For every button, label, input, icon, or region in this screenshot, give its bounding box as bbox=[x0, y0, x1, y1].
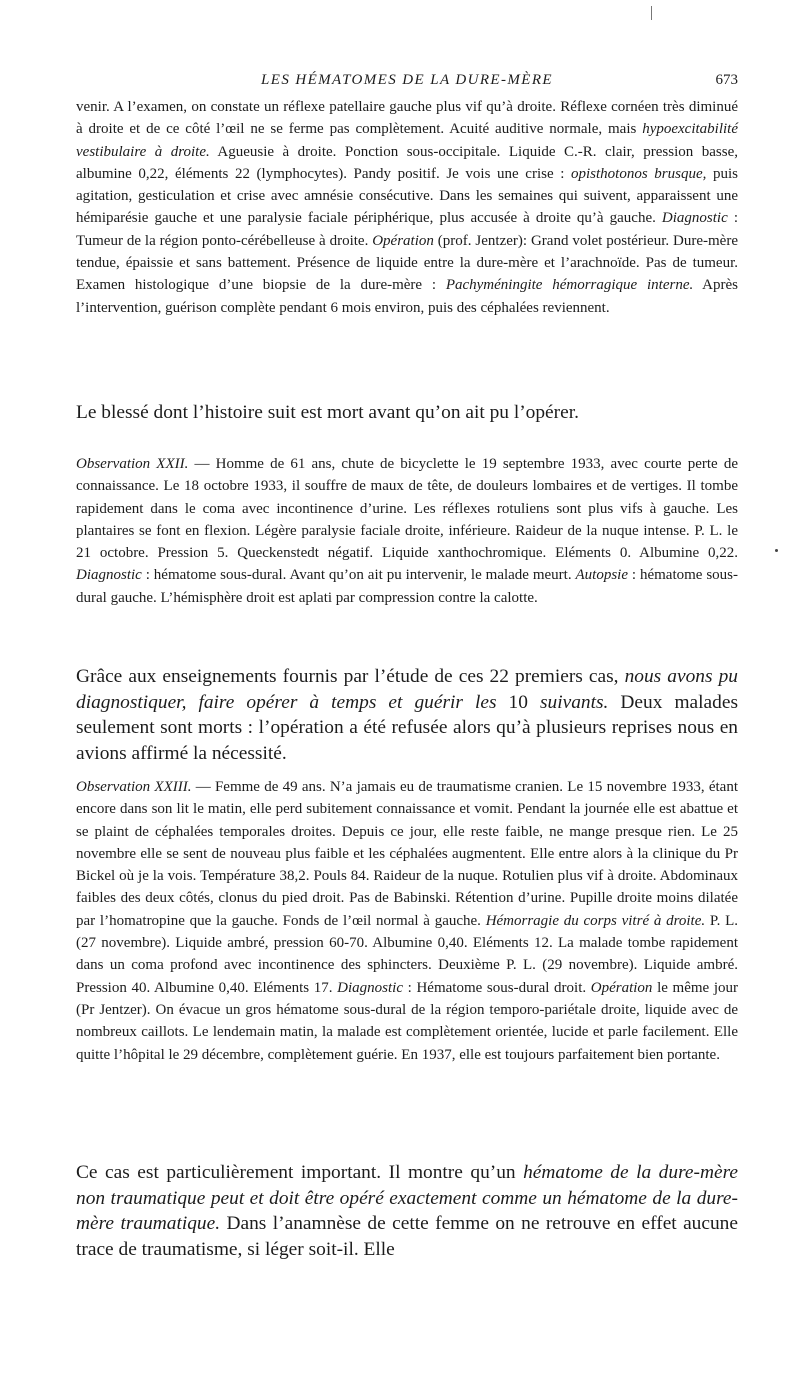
paragraph-intro-xxii: Le blessé dont l’histoire suit est mort avant qu’on ait pu l’opérer. bbox=[76, 402, 579, 423]
observation-xxiii: Observation XXIII. — Femme de 49 ans. N’a jamais eu de traumatisme cranien. Le 15 novembre 1933, étant encore dans son lit le matin, elle perd subitement connaissance et vomit. Pendant la journée elle est abattue et se plaint de céphalées temporales droites. Depuis ce jour, elle reste faible, ne mange presque rien. Le 25 novembre elle se sent de nouveau plus faible et les céphalées augmentent. Elle entre alors à la clinique du Pr Bickel où je la vois. Température 38,2. Pouls 84. Raideur de la nuque. Rotulien plus vif à droite. Abdominaux faibles des deux côtés, clonus du pied droit. Pas de Babinski. Rétention d’urine. Pupille droite moins dilatée par l’homatropine que la gauche. Fonds de l’œil normal à gauche. Hémorragie du corps vitré à droite. P. L. (27 novembre). Liquide ambré, pression 60-70. Albumine 0,40. Eléments 12. La malade tombe rapidement dans un coma profond avec incontinence des sphincters. Deuxième P. L. (29 novembre). Liquide ambré. Pression 40. Albumine 0,40. Eléments 17. Diagnostic : Hématome sous-dural droit. Opération le même jour (Pr Jentzer). On évacue un gros hématome sous-dural de la région temporo-pariétale droite, liquide avec de nombreux caillots. Le lendemain matin, la malade est complètement orientée, lucide et parle facilement. Elle quitte l’hôpital le 29 décembre, complètement guérie. En 1937, elle est toujours parfaitement bien portante. bbox=[76, 779, 738, 1063]
paragraph-conclusion: Ce cas est particulièrement important. Il montre qu’un hématome de la dure-mère non traumatique peut et doit être opéré exactement comme un hématome de la dure-mère traumatique. Dans l’anamnèse de cette femme on ne retrouve en effet aucune trace de traumatisme, si léger soit-il. Elle bbox=[76, 1162, 738, 1260]
scan-speck bbox=[775, 549, 778, 552]
paragraph-results: Grâce aux enseignements fournis par l’étude de ces 22 premiers cas, nous avons pu diagnostiquer, faire opérer à temps et guérir les 10 suivants. Deux malades seulement sont morts : l’opération a été refusée alors qu’à plusieurs reprises nous en avions affirmé la nécessité. bbox=[76, 666, 738, 764]
observation-heading: Observation XXIII. bbox=[76, 779, 192, 795]
paragraph-case-continuation: venir. A l’examen, on constate un réflexe patellaire gauche plus vif qu’à droite. Réflexe cornéen très diminué à droite et de ce côté l’œil ne se ferme pas complètement. Acuité auditive normale, mais hypoexcitabilité vestibulaire à droite. Agueusie à droite. Ponction sous-occipitale. Liquide C.-R. clair, pression basse, albumine 0,22, éléments 22 (lymphocytes). Pandy positif. Je vois une crise : opisthotonos brusque, puis agitation, gesticulation et crise avec amnésie consécutive. Dans les semaines qui suivent, apparaissent une hémiparésie gauche et une paralysie faciale périphérique, plus accusée à droite qu’à gauche. Diagnostic : Tumeur de la région ponto-cérébelleuse à droite. Opération (prof. Jentzer): Grand volet postérieur. Dure-mère tendue, épaissie et sans battement. Présence de liquide entre la dure-mère et l’arachnoïde. Pas de tumeur. Examen histologique d’une biopsie de la dure-mère : Pachyméningite hémorragique interne. Après l’intervention, guérison complète pendant 6 mois environ, puis des céphalées reviennent. bbox=[76, 99, 739, 316]
scan-mark bbox=[651, 6, 652, 20]
page-number: 673 bbox=[715, 72, 738, 88]
running-title: LES HÉMATOMES DE LA DURE-MÈRE bbox=[261, 72, 553, 88]
observation-xxii: Observation XXII. — Homme de 61 ans, chute de bicyclette le 19 septembre 1933, avec courte perte de connaissance. Le 18 octobre 1933, il souffre de maux de tête, de douleurs lombaires et de vertiges. Il tombe rapidement dans le coma avec incontinence d’urine. Les réflexes rotuliens sont plus vifs à gauche. Les plantaires se font en flexion. Légère paralysie faciale droite, inférieure. Raideur de la nuque intense. P. L. le 21 octobre. Pression 5. Queckenstedt négatif. Liquide xanthochromique. Eléments 0. Albumine 0,22. Diagnostic : hématome sous-dural. Avant qu’on ait pu intervenir, le malade meurt. Autopsie : hématome sous-dural gauche. L’hémisphère droit est aplati par compression contre la calotte. bbox=[76, 456, 738, 606]
observation-heading: Observation XXII. bbox=[76, 456, 189, 472]
